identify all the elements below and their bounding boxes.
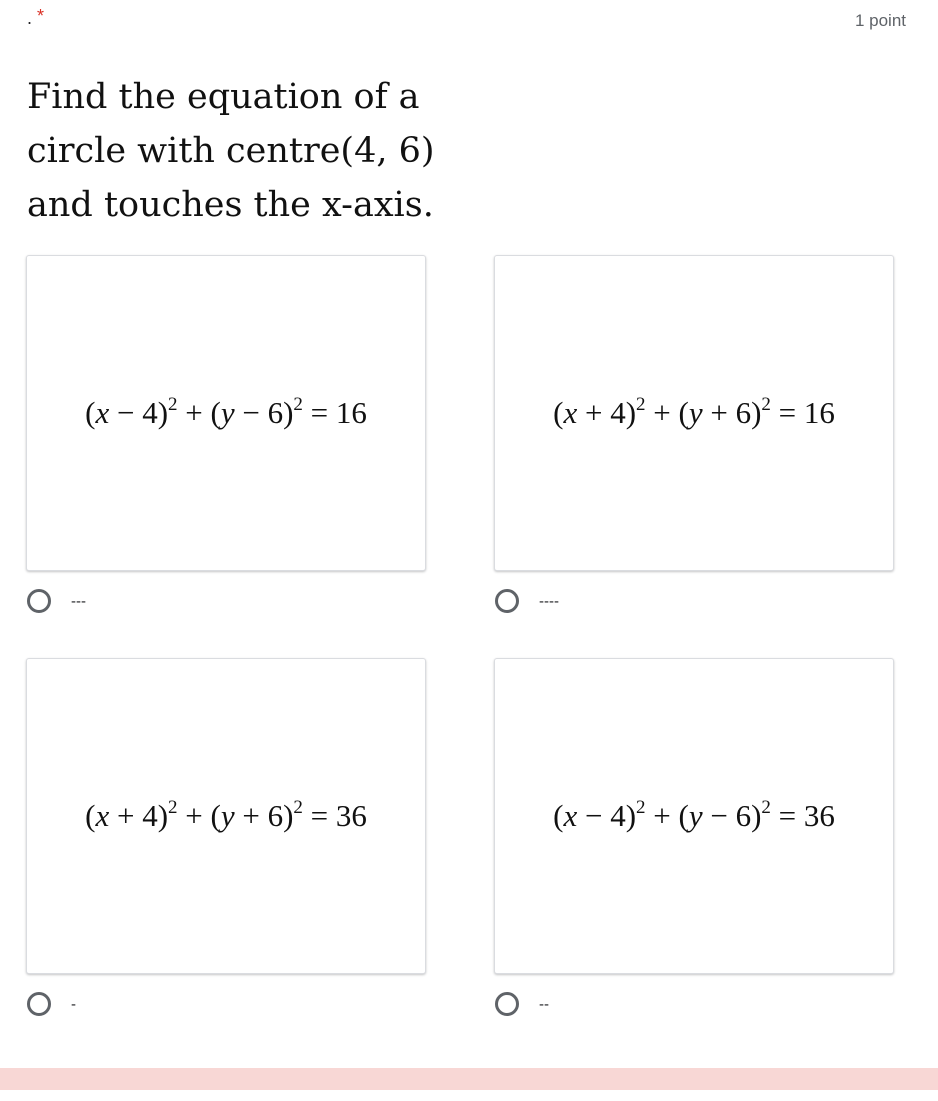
equation-4: $(x - 4)^2 + (y - 6)^2 = 36$ — [553, 796, 835, 833]
option-radio-row-4[interactable] — [495, 992, 549, 1016]
question-line-3: and touches the x-axis. — [27, 185, 434, 225]
radio-unselected-icon[interactable] — [495, 589, 519, 613]
points-label: 1 point — [854, 11, 906, 30]
option-image-3[interactable] — [26, 658, 426, 974]
option-radio-row-1[interactable] — [27, 589, 86, 613]
option-label-4: -- — [539, 995, 549, 1013]
equation-1: $(x - 4)^2 + (y - 6)^2 = 16$ — [85, 393, 367, 430]
radio-unselected-icon[interactable] — [495, 992, 519, 1016]
equation-3: $(x + 4)^2 + (y + 6)^2 = 36$ — [85, 796, 367, 833]
header-dot: . — [27, 8, 33, 28]
option-image-2[interactable] — [494, 255, 894, 571]
option-image-1[interactable] — [26, 255, 426, 571]
required-asterisk: * — [37, 6, 45, 26]
question-text — [27, 70, 497, 232]
radio-unselected-icon[interactable] — [27, 589, 51, 613]
option-image-4[interactable] — [494, 658, 894, 974]
option-label-1: --- — [71, 592, 86, 610]
equation-2: $(x + 4)^2 + (y + 6)^2 = 16$ — [553, 393, 835, 430]
option-label-3: - — [71, 995, 76, 1013]
required-error-bar — [0, 1068, 938, 1090]
radio-unselected-icon[interactable] — [27, 992, 51, 1016]
option-label-2: ---- — [539, 592, 559, 610]
option-radio-row-3[interactable] — [27, 992, 76, 1016]
question-line-2: circle with centre(4, 6) — [27, 131, 435, 171]
option-radio-row-2[interactable] — [495, 589, 559, 613]
question-line-1: Find the equation of a — [27, 77, 420, 117]
